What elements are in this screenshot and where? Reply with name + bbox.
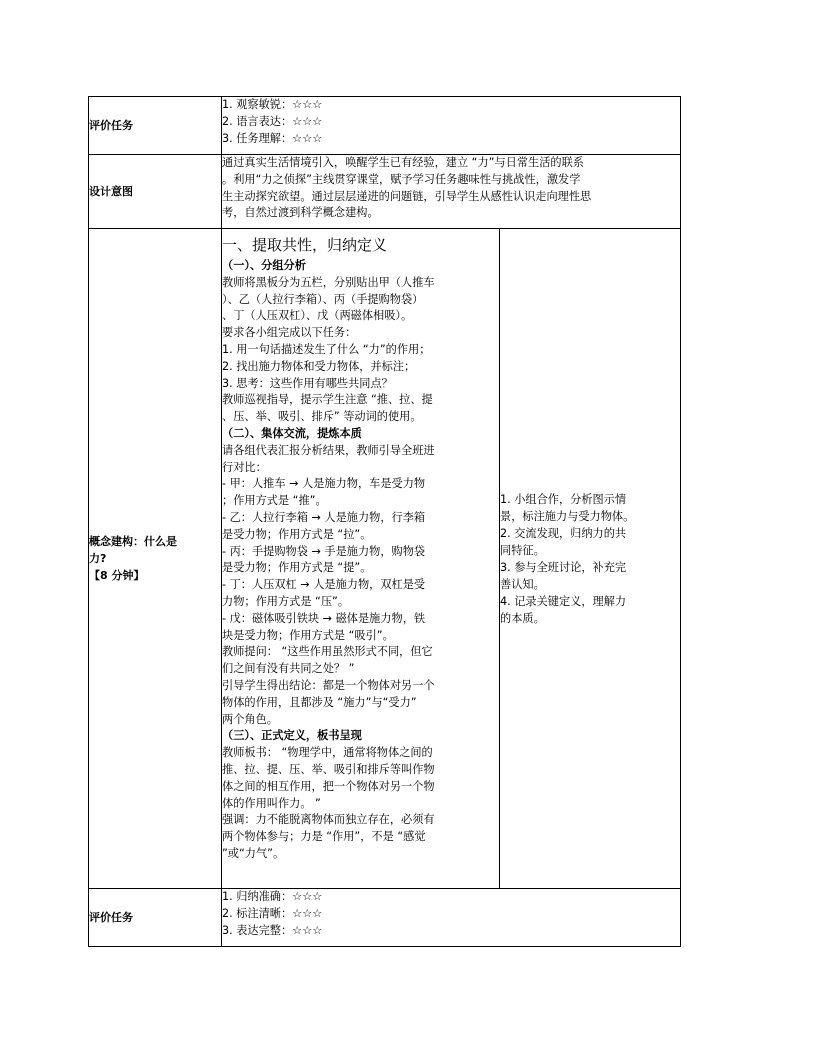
eval-row-1: [89, 97, 681, 155]
concept-text-line: 教师提问： “这些作用虽然形式不同，但它: [222, 645, 433, 659]
design-line: 。利用“力之侦探”主线贯穿课堂，赋予学习任务趣味性与挑战性，激发学: [222, 172, 581, 186]
eval-item: 3. 任务理解：☆☆☆: [222, 131, 323, 145]
eval-items-1: [222, 97, 681, 155]
eval-label-1: 评价任务: [89, 97, 222, 155]
concept-text-line: 要求各小组完成以下任务：: [222, 326, 357, 340]
concept-text-line: - 丁：人压双杠 → 人是施力物，双杠是受: [222, 578, 426, 592]
concept-text-line: 推、拉、提、压、举、吸引和排斥等叫作物: [222, 762, 435, 776]
concept-time: 【8 分钟】: [89, 569, 145, 582]
activity-line: 3. 参与全班讨论，补充完: [500, 560, 627, 574]
concept-text-line: 行对比：: [222, 460, 267, 474]
activity-line: 2. 交流发现，归纳力的共: [500, 526, 627, 540]
concept-text-line: ；作用方式是 “推”。: [222, 494, 327, 508]
concept-text-line: 体之间的相互作用，把一个物体对另一个物: [222, 779, 435, 793]
activity-line: 景，标注施力与受力物体。: [500, 509, 635, 523]
activity-line: 4. 记录关键定义，理解力: [500, 594, 627, 608]
eval-item: 2. 语言表达：☆☆☆: [222, 114, 323, 128]
activity-line: 的本质。: [500, 611, 545, 625]
concept-text-line: 教师巡视指导，提示学生注意 “推、拉、提: [222, 393, 433, 407]
subsection-heading: （二）、集体交流，提炼本质: [222, 426, 362, 440]
eval-row-2: [89, 889, 681, 947]
lesson-plan-table: [88, 96, 681, 947]
eval-items-2: [222, 889, 681, 947]
subsection-heading: （一）、分组分析: [222, 259, 306, 272]
concept-text-line: 块是受力物；作用方式是 “吸引”。: [222, 628, 394, 642]
concept-text-line: 们之间有没有共同之处？ ”: [222, 662, 355, 676]
concept-text-line: 两个物体参与；力是 “作用”，不是 “感觉: [222, 830, 426, 844]
concept-lines: [222, 258, 499, 863]
design-text: [222, 155, 681, 229]
section-heading: 一、提取共性，归纳定义: [222, 236, 388, 254]
concept-text-line: 是受力物；作用方式是 “拉”。: [222, 527, 372, 541]
concept-text-line: 是受力物；作用方式是 “提”。: [222, 561, 372, 575]
activity-line: 1. 小组合作，分析图示情: [500, 492, 627, 506]
eval-item: 1. 归纳准确：☆☆☆: [222, 890, 323, 903]
concept-text-line: 、丁（人压双杠）、戊（两磁体相吸）。: [222, 309, 413, 323]
concept-label-line: 概念建构：什么是: [89, 535, 177, 548]
activity-line: 同特征。: [500, 543, 545, 557]
concept-text-line: 力物；作用方式是 “压”。: [222, 594, 350, 608]
concept-text-line: 体的作用叫作力。 ”: [222, 796, 321, 810]
design-line: 生主动探究欲望。通过层层递进的问题链，引导学生从感性认识走向理性思: [222, 189, 592, 203]
eval-item: 1. 观察敏锐：☆☆☆: [222, 98, 323, 111]
concept-text-line: 引导学生得出结论：都是一个物体对另一个: [222, 678, 435, 692]
concept-text-line: 教师板书： “物理学中，通常将物体之间的: [222, 746, 433, 760]
concept-text-line: 强调：力不能脱离物体而独立存在，必须有: [222, 813, 435, 827]
concept-text-line: - 丙：手提购物袋 → 手是施力物，购物袋: [222, 544, 426, 558]
concept-text-line: 物体的作用，且都涉及 “施力”与“受力”: [222, 695, 417, 709]
design-row: [89, 155, 681, 229]
concept-text-line: 1. 用一句话描述发生了什么 “力”的作用；: [222, 342, 431, 356]
design-line: 通过真实生活情境引入，唤醒学生已有经验，建立 “力”与日常生活的联系: [222, 156, 584, 169]
concept-text-line: 两个角色。: [222, 712, 278, 726]
student-activity: [500, 229, 681, 889]
eval-item: 2. 标注清晰：☆☆☆: [222, 906, 323, 920]
subsection-heading: （三）、正式定义，板书呈现: [222, 729, 362, 743]
concept-text-line: 、压、举、吸引、排斥” 等动词的使用。: [222, 410, 422, 424]
eval-label-2: 评价任务: [89, 889, 222, 947]
concept-row: [89, 229, 681, 889]
concept-text-line: 3. 思考：这些作用有哪些共同点？: [222, 376, 393, 390]
concept-text-line: ”或“力气”。: [222, 846, 285, 860]
concept-label-line: 力?: [89, 552, 107, 565]
concept-text-line: - 乙：人拉行李箱 → 人是施力物，行李箱: [222, 510, 426, 524]
activity-line: 善认知。: [500, 577, 545, 591]
teacher-activity: [222, 229, 500, 889]
concept-text-line: ）、乙（人拉行李箱）、丙（手提购物袋）: [222, 292, 424, 306]
eval-item: 3. 表达完整：☆☆☆: [222, 923, 323, 937]
concept-text-line: 2. 找出施力物体和受力物体，并标注；: [222, 359, 416, 373]
concept-label: [89, 229, 222, 889]
concept-text-line: - 甲：人推车 → 人是施力物，车是受力物: [222, 477, 426, 491]
concept-text-line: 教师将黑板分为五栏，分别贴出甲（人推车: [222, 275, 435, 289]
design-label: 设计意图: [89, 155, 222, 229]
design-line: 考，自然过渡到科学概念建构。: [222, 206, 379, 220]
concept-text-line: - 戊：磁体吸引铁块 → 磁体是施力物，铁: [222, 611, 426, 625]
concept-text-line: 请各组代表汇报分析结果，教师引导全班进: [222, 443, 435, 457]
